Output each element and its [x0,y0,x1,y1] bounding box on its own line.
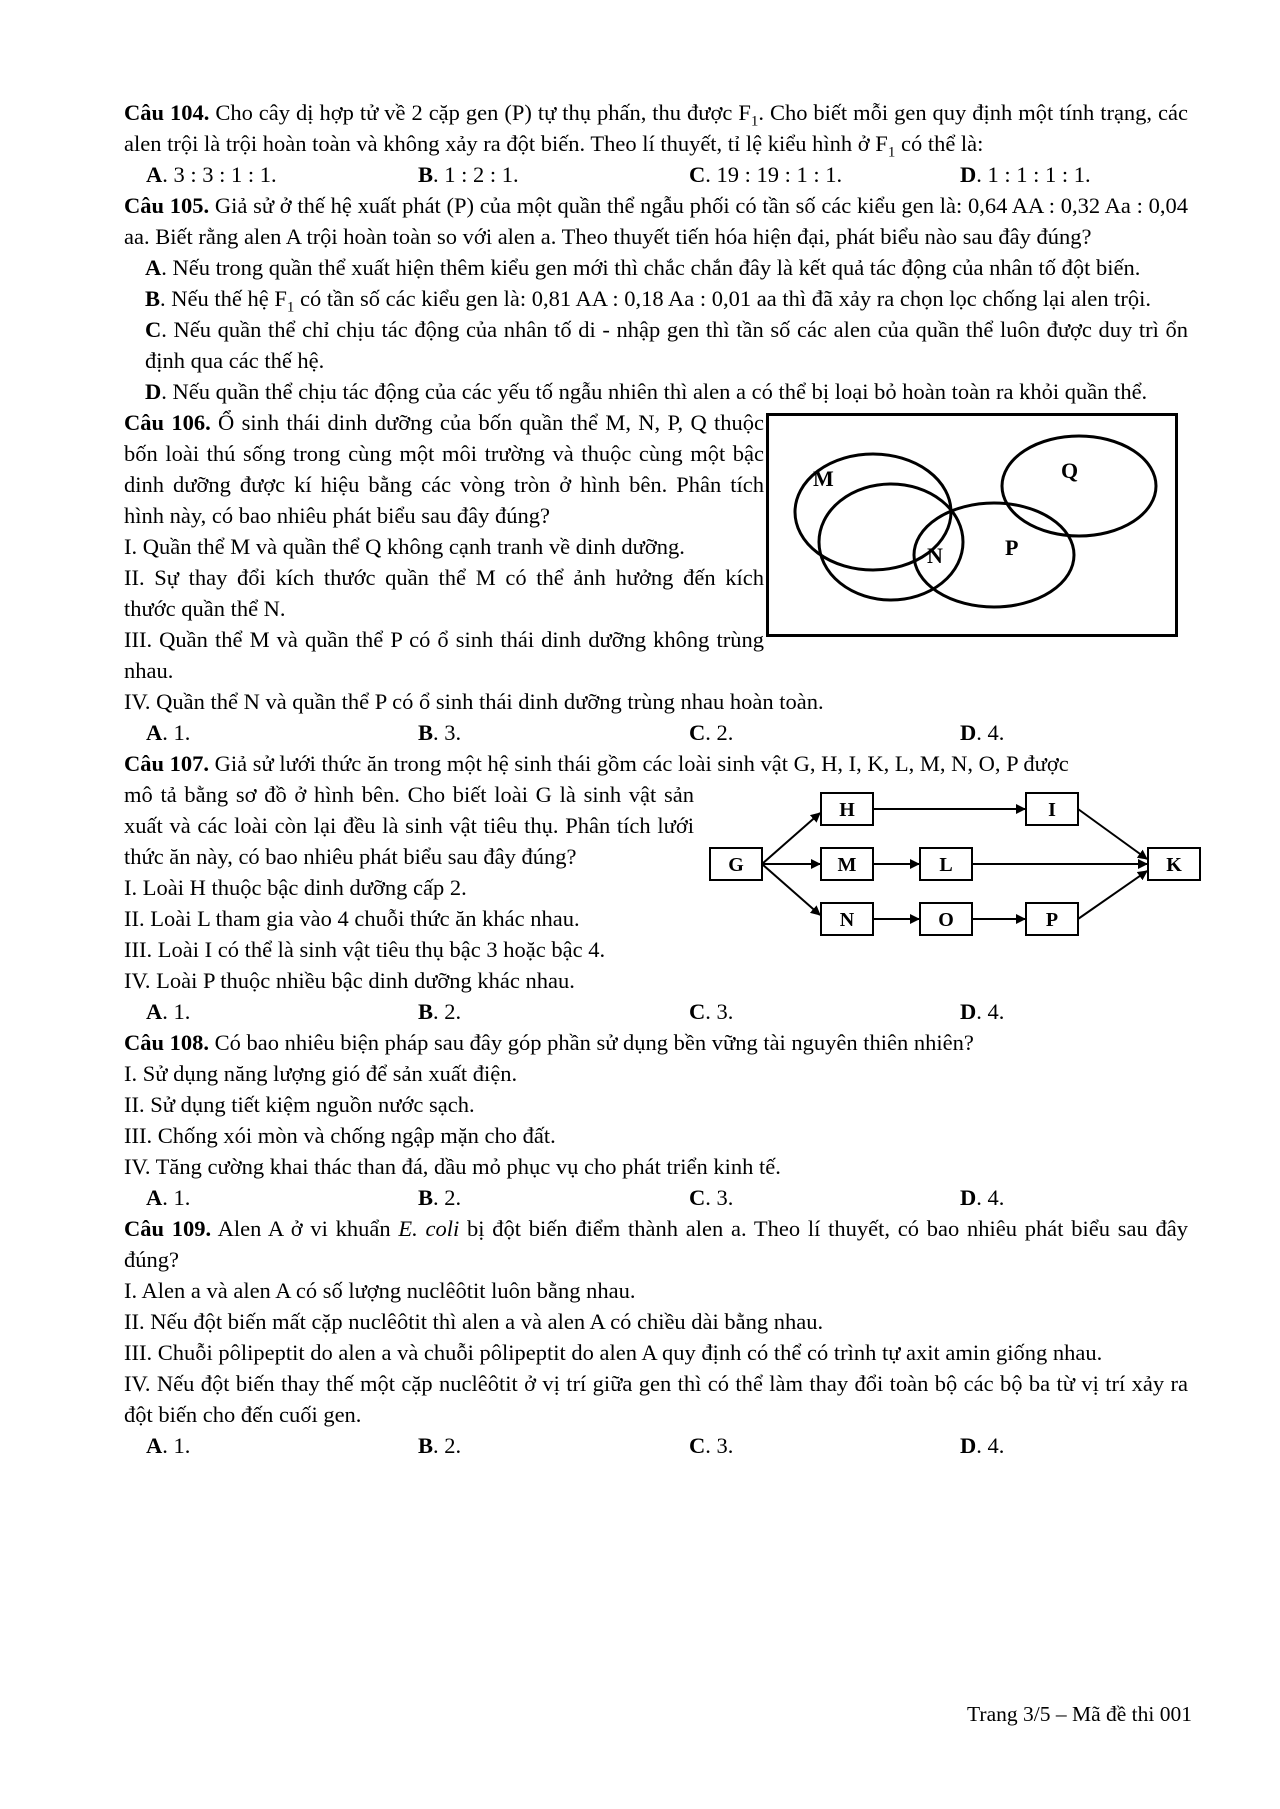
question-text-continued: mô tả bằng sơ đồ ở hình bên. Cho biết loài G là sinh vật sản xuất và các loài còn lại đều là sinh vật tiêu thụ. Phân tích lưới thức ăn này, có bao nhiêu phát biểu sau đây đúng? [124,782,694,869]
statement-1: I. Quần thể M và quần thể Q không cạnh tranh về dinh dưỡng. [124,534,685,559]
statement-3: III. Loài I có thể là sinh vật tiêu thụ bậc 3 hoặc bậc 4. [124,937,606,962]
question-label: Câu 106. [124,410,211,435]
statement-4: IV. Quần thể N và quần thể P có ổ sinh thái dinh dưỡng trùng nhau hoàn toàn. [124,689,824,714]
statement-2: II. Sử dụng tiết kiệm nguồn nước sạch. [124,1092,475,1117]
label-m: M [813,466,834,491]
option-a[interactable]: A. 1. [146,720,191,745]
question-108 [124,1027,1188,1213]
option-c[interactable]: C. 3. [689,999,734,1024]
option-c[interactable]: C. 3. [689,1185,734,1210]
option-b[interactable]: B. Nếu thế hệ $F_1$ có tần số các kiểu gen là: 0,81 AA : 0,18 Aa : 0,01 aa thì đã xảy ra chọn lọc chống lại alen trội. [145,286,1152,316]
option-d[interactable]: D. 4. [960,720,1005,745]
food-web-svg [708,785,1204,945]
question-label: Câu 109. [124,1216,212,1241]
question-107 [124,748,1188,1027]
question-label: Câu 105. [124,193,210,218]
question-105 [124,190,1188,407]
label-k: K [1166,854,1182,876]
option-b[interactable]: B. 3. [418,720,462,745]
option-a[interactable]: A. 1. [146,1185,191,1210]
option-a[interactable]: A. 1. [146,1433,191,1458]
arrow-p-k [1078,871,1147,919]
question-label: Câu 104. [124,100,210,125]
statement-3: III. Chống xói mòn và chống ngập mặn cho đất. [124,1123,556,1148]
option-a[interactable]: A. 3 : 3 : 1 : 1. [146,162,277,187]
statement-2: II. Nếu đột biến mất cặp nuclêôtit thì alen a và alen A có chiều dài bằng nhau. [124,1309,824,1334]
food-web-block [124,779,1188,996]
statement-4: IV. Loài P thuộc nhiều bậc dinh dưỡng khác nhau. [124,968,575,993]
question-text: Ổ sinh thái dinh dưỡng của bốn quần thể M, N, P, Q thuộc bốn loài thú sống trong cùng một môi trường và thuộc cùng một bậc dinh dưỡng được kí hiệu bằng các vòng tròn ở hình bên. Phân tích hình này, có bao nhiêu phát biểu sau đây đúng? [124,410,764,528]
species-name: E. coli [398,1216,460,1241]
question-106 [124,407,1188,748]
question-text: Cho cây dị hợp tử về 2 cặp gen (P) tự thụ phấn, thu được F [209,100,751,125]
option-b[interactable]: B. 1 : 2 : 1. [418,162,519,187]
statement-2: II. Loài L tham gia vào 4 chuỗi thức ăn khác nhau. [124,906,580,931]
answer-options [124,1430,1188,1461]
subscript: 1 [750,113,759,130]
question-109 [124,1213,1188,1461]
question-text: có thể là: [895,131,984,156]
answer-options [124,1182,1188,1213]
statement-4: IV. Tăng cường khai thác than đá, dầu mỏ phục vụ cho phát triển kinh tế. [124,1154,781,1179]
option-d[interactable]: D. 1 : 1 : 1 : 1. [960,162,1091,187]
food-web-diagram [708,785,1204,945]
question-text: Giả sử lưới thức ăn trong một hệ sinh thái gồm các loài sinh vật G, H, I, K, L, M, N, O, P được [209,751,1069,776]
label-i: I [1048,799,1056,821]
question-text: bị đột biến điểm thành alen a. Theo lí thuyết, có bao nhiêu phát biểu sau đây đúng? [124,1216,1189,1272]
statement-1: I. Sử dụng năng lượng gió để sản xuất điện. [124,1061,518,1086]
question-label: Câu 108. [124,1030,210,1055]
question-text: . Cho biết mỗi gen quy định một tính trạng, các alen trội là trội hoàn toàn và không xảy ra đột biến. Theo lí thuyết, tỉ lệ kiểu hình ở F [124,100,1188,156]
statement-1: I. Alen a và alen A có số lượng nuclêôtit luôn bằng nhau. [124,1278,636,1303]
label-h: H [839,799,855,821]
option-a[interactable]: A. 1. [146,999,191,1024]
statement-3: III. Chuỗi pôlipeptit do alen a và chuỗi pôlipeptit do alen A quy định có thể có trình tự axit amin giống nhau. [124,1340,1103,1365]
exam-page [124,97,1188,1461]
arrow-g-h [762,813,820,864]
label-p: P [1045,909,1059,931]
option-d[interactable]: D. Nếu quần thể chịu tác động của các yếu tố ngẫu nhiên thì alen a có thể bị loại bỏ hoàn toàn ra khỏi quần thể. [145,379,1148,404]
option-d[interactable]: D. 4. [960,999,1005,1024]
option-b[interactable]: B. 2. [418,1185,462,1210]
option-c[interactable]: C. 2. [689,720,734,745]
page-footer: Trang 3/5 – Mã đề thi 001 [967,1702,1192,1726]
option-b[interactable]: B. 2. [418,999,462,1024]
option-c[interactable]: C. 19 : 19 : 1 : 1. [689,162,843,187]
statement-3: III. Quần thể M và quần thể P có ổ sinh thái dinh dưỡng không trùng nhau. [124,627,764,683]
niche-circles-svg [769,416,1175,634]
option-c[interactable]: C. 3. [689,1433,734,1458]
label-g: G [728,854,744,876]
niche-diagram [766,413,1178,637]
question-label: Câu 107. [124,751,210,776]
statement-1: I. Loài H thuộc bậc dinh dưỡng cấp 2. [124,875,467,900]
answer-options [124,996,1188,1027]
option-c[interactable]: C. Nếu quần thể chỉ chịu tác động của nhân tố di - nhập gen thì tần số các alen của quần thể luôn được duy trì ổn định qua các thế hệ. [145,317,1188,373]
question-text: Có bao nhiêu biện pháp sau đây góp phần sử dụng bền vững tài nguyên thiên nhiên? [209,1030,974,1055]
answer-options [124,159,1188,190]
label-p: P [1005,535,1019,560]
question-104 [124,97,1188,190]
question-text: Giả sử ở thế hệ xuất phát (P) của một quần thể ngẫu phối có tần số các kiểu gen là: 0,64 AA : 0,32 Aa : 0,04 aa. Biết rằng alen A trội hoàn toàn so với alen a. Theo thuyết tiến hóa hiện đại, phát biểu nào sau đây đúng? [124,193,1188,249]
option-d[interactable]: D. 4. [960,1185,1005,1210]
label-o: O [938,909,954,931]
answer-options [124,717,1188,748]
statement-4: IV. Nếu đột biến thay thế một cặp nuclêôtit ở vị trí giữa gen thì có thể làm thay đổi toàn bộ các bộ ba từ vị trí xảy ra đột biến cho đến cuối gen. [124,1371,1188,1427]
question-text: Alen A ở vi khuẩn [211,1216,399,1241]
arrow-i-k [1078,809,1147,859]
label-l: L [939,854,953,876]
label-q: Q [1061,458,1079,483]
circle-q [1002,436,1156,536]
label-m: M [837,854,857,876]
option-a[interactable]: A. Nếu trong quần thể xuất hiện thêm kiểu gen mới thì chắc chắn đây là kết quả tác động của nhân tố đột biến. [145,255,1141,280]
statement-2: II. Sự thay đổi kích thước quần thể M có thể ảnh hưởng đến kích thước quần thể N. [124,565,764,621]
option-b[interactable]: B. 2. [418,1433,462,1458]
arrow-g-n [762,864,820,915]
subscript: 1 [887,144,896,161]
label-n: N [927,543,943,568]
label-n: N [839,909,855,931]
option-d[interactable]: D. 4. [960,1433,1005,1458]
